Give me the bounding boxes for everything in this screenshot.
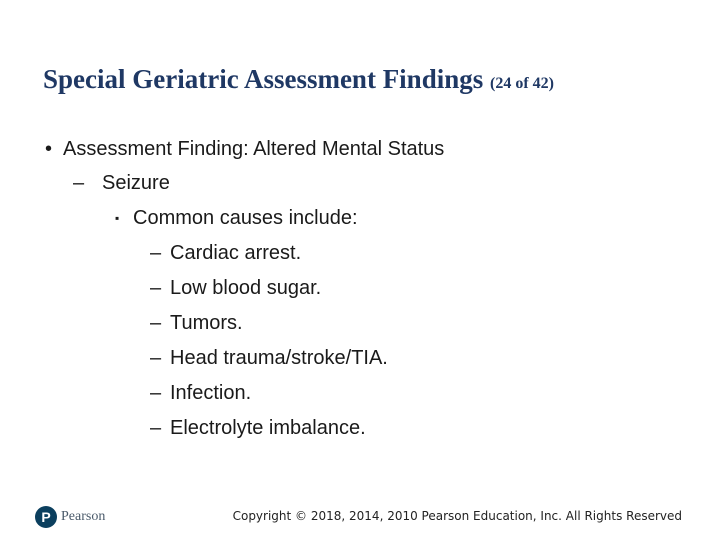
square-bullet-icon: ▪ bbox=[115, 211, 120, 225]
bullet-text: Assessment Finding: Altered Mental Status bbox=[63, 138, 445, 160]
copyright-notice: Copyright © 2018, 2014, 2010 Pearson Education, Inc. All Rights Reserved bbox=[232, 509, 682, 523]
bullet-level1 bbox=[45, 137, 444, 161]
bullet-text: Common causes include: bbox=[133, 207, 358, 229]
dash-icon: – bbox=[150, 312, 162, 334]
bullet-dot-icon: • bbox=[45, 138, 53, 160]
dash-icon: – bbox=[150, 347, 162, 369]
pearson-logo-icon: P bbox=[35, 506, 57, 528]
cause-text: Cardiac arrest. bbox=[170, 242, 302, 264]
cause-text: Electrolyte imbalance. bbox=[170, 417, 366, 439]
bullet-text: Seizure bbox=[102, 172, 170, 194]
cause-text: Infection. bbox=[170, 382, 252, 404]
cause-text: Tumors. bbox=[170, 312, 243, 334]
pearson-logo bbox=[35, 506, 105, 528]
slide-title-text: Special Geriatric Assessment Findings bbox=[43, 64, 484, 94]
cause-item bbox=[150, 346, 388, 370]
cause-text: Low blood sugar. bbox=[170, 277, 322, 299]
dash-icon: – bbox=[150, 277, 162, 299]
dash-icon: – bbox=[73, 172, 85, 194]
cause-item bbox=[150, 381, 251, 405]
cause-item bbox=[150, 241, 301, 265]
cause-text: Head trauma/stroke/TIA. bbox=[170, 347, 388, 369]
dash-icon: – bbox=[150, 242, 162, 264]
dash-icon: – bbox=[150, 417, 162, 439]
bullet-level2 bbox=[73, 171, 170, 195]
cause-item bbox=[150, 276, 321, 300]
slide-count: (24 of 42) bbox=[490, 75, 554, 92]
pearson-wordmark: Pearson bbox=[61, 509, 106, 524]
dash-icon: – bbox=[150, 382, 162, 404]
bullet-level3 bbox=[115, 206, 358, 230]
cause-item bbox=[150, 311, 243, 335]
cause-item bbox=[150, 416, 366, 440]
